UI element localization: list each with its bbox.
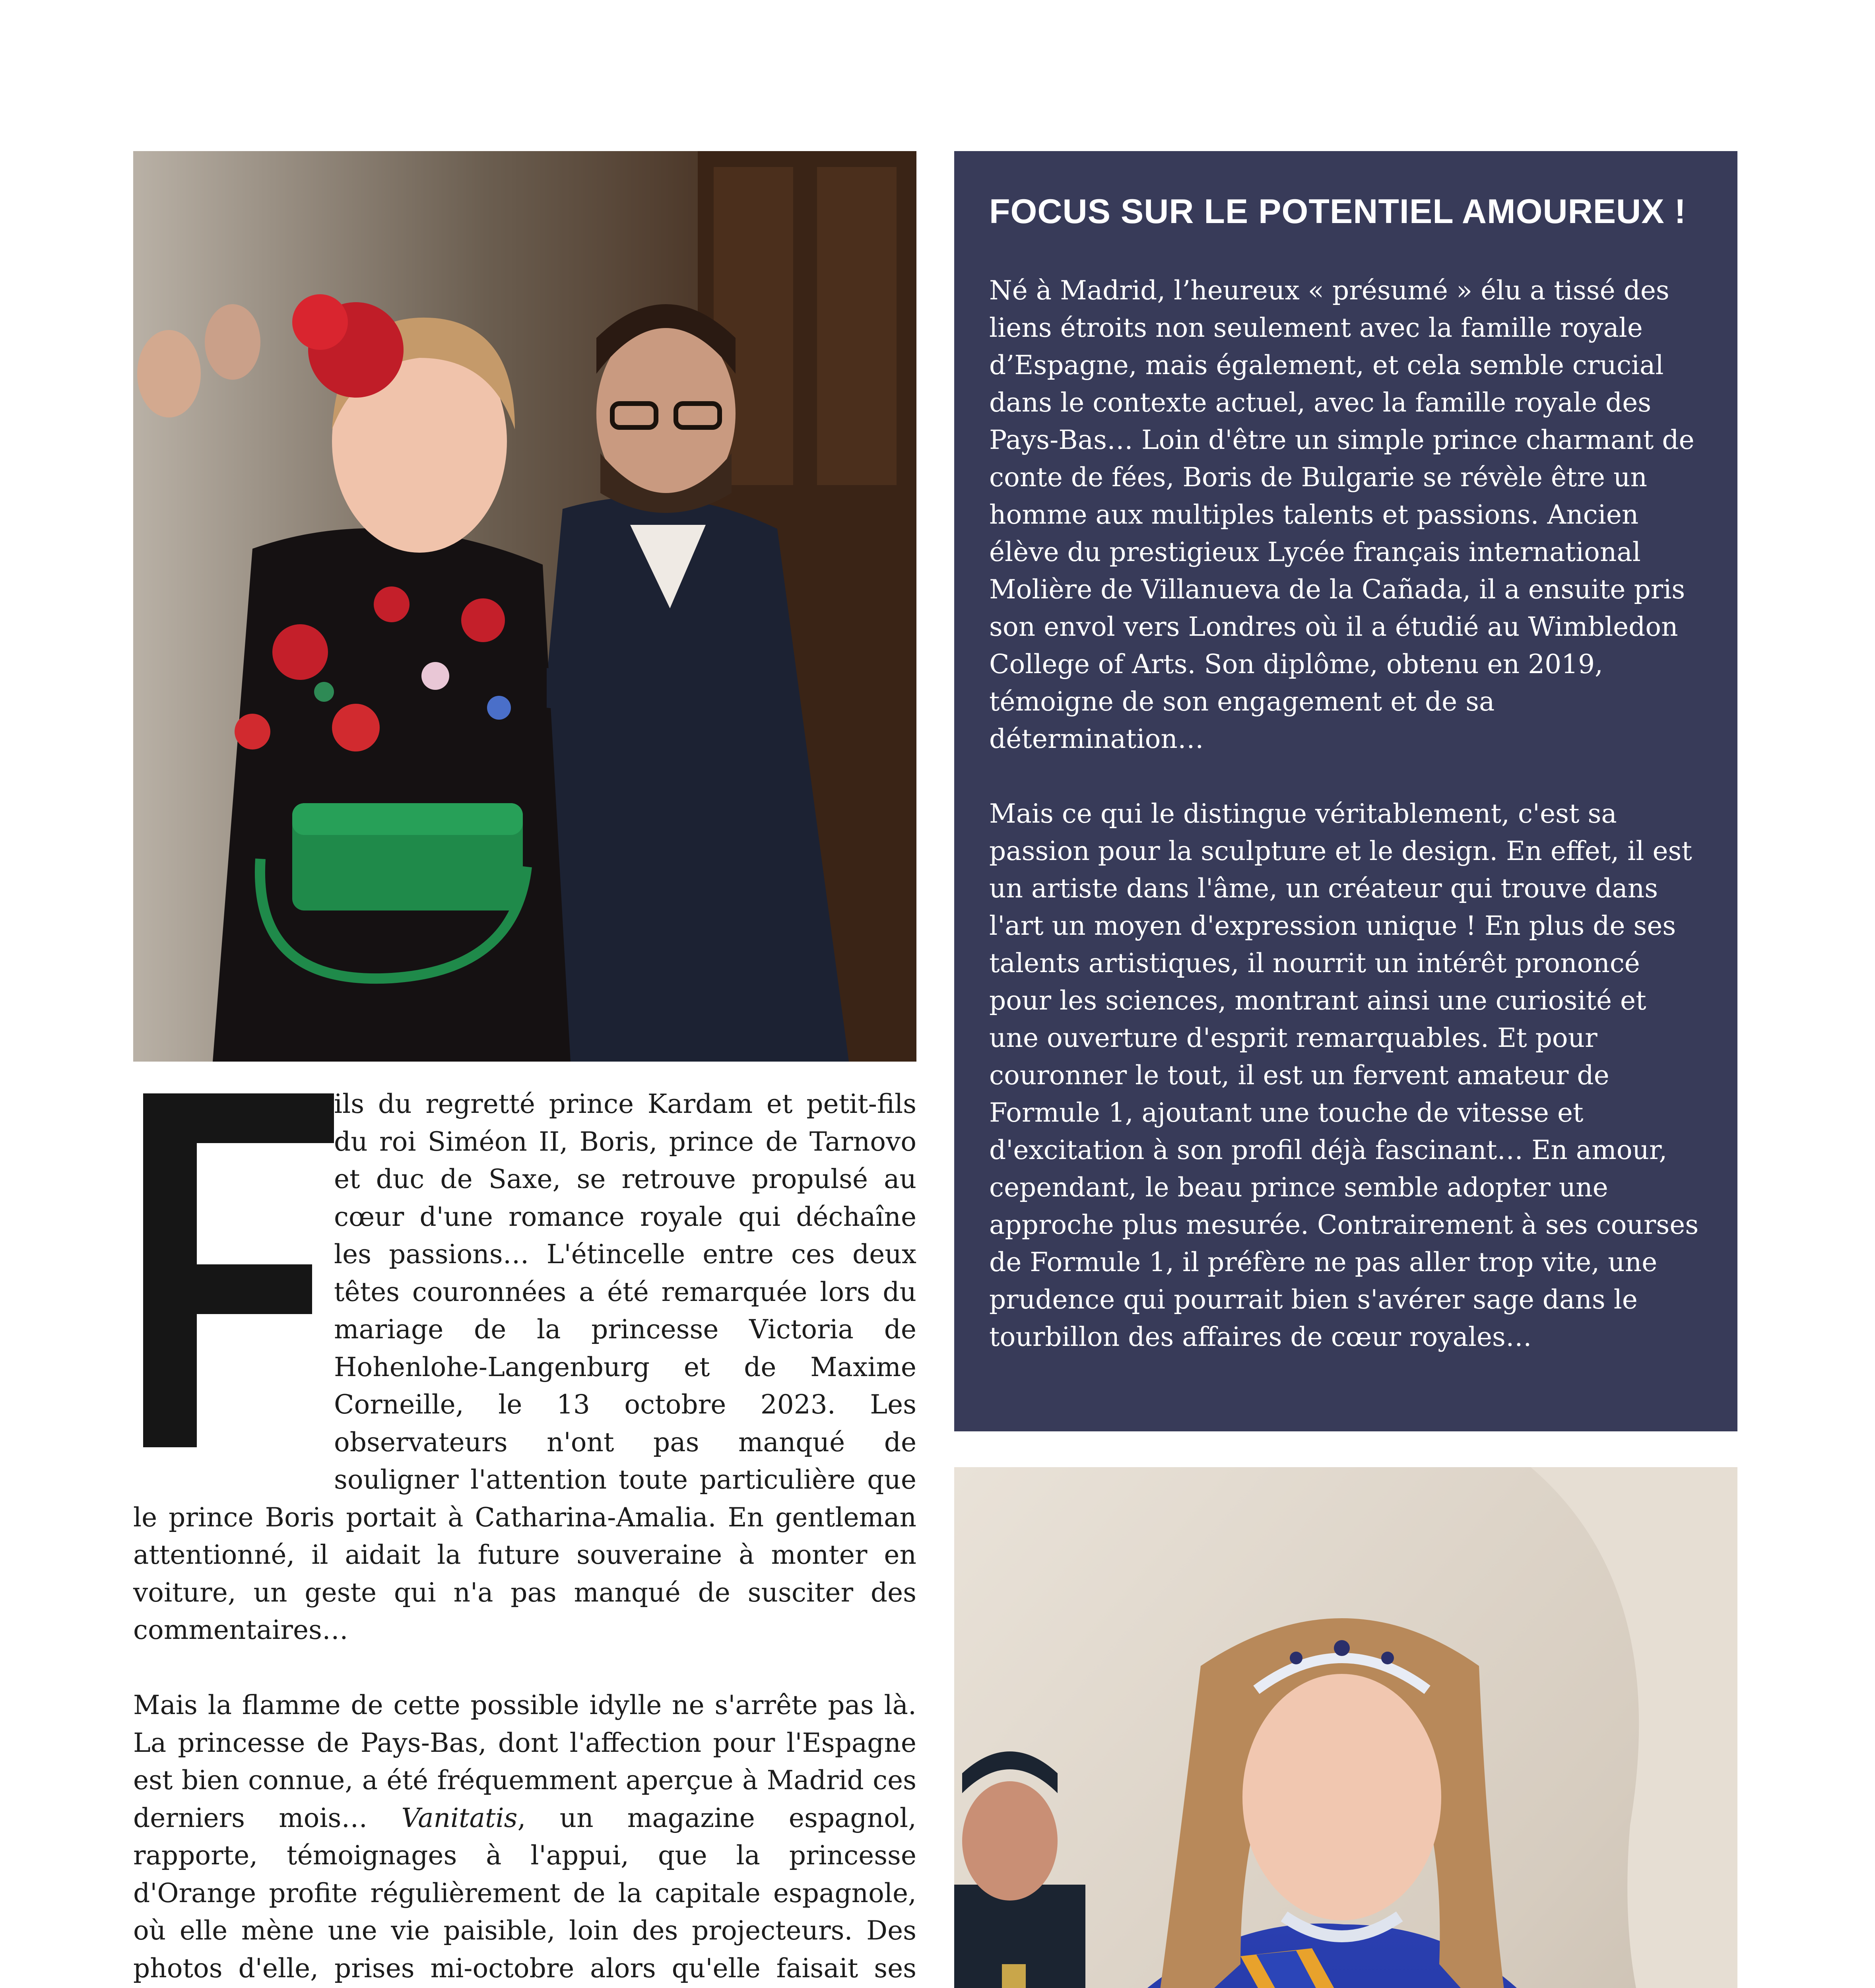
sidebar-paragraph: Mais ce qui le distingue véritablement, c'est sa passion pour la sculpture et le design. En effet, il est un artiste dans l'âme, un créateur qui trouve dans l'art un moyen d'expression unique ! En plus de ses talents artistiques, il nourrit un intérêt prononcé pour les sciences, montrant ainsi une curiosité et une ouverture d'esprit remarquables. Et pour couronner le tout, il est un fervent amateur de Formule 1, ajoutant une touche de vitesse et d'excitation à son profil déjà fascinant… En amour, cependant, le beau prince semble adopter une approche plus mesurée. Contrairement à ses courses de Formule 1, il préfère ne pas aller trop vite, une prudence qui pourrait bien s'avérer sage dans le tourbillon des affaires de cœur royales…: [989, 798, 1699, 1352]
photo-princess-tiara: [954, 1467, 1737, 1988]
article-paragraph-2: Mais la flamme de cette possible idylle ne s'arrête pas là. La princesse de Pays-Bas, dont l'affection pour l'Espagne est bien connue, a été fréquemment aperçue à Madrid ces derniers mois… Vanitatis, un magazine espagnol, rapporte, témoignages à l'appui, que la princesse d'Orange profite régulièrement de la capitale espagnole, où elle mène une vie paisible, loin des projecteurs. Des photos d'elle, prises mi-octobre alors qu'elle faisait ses: [133, 1690, 917, 1984]
sidebar-paragraph: Né à Madrid, l’heureux « présumé » élu a tissé des liens étroits non seulement avec la famille royale d’Espagne, mais également, et cela semble crucial dans le contexte actuel, avec la famille royale des Pays-Bas… Loin d'être un simple prince charmant de conte de fées, Boris de Bulgarie se révèle être un homme aux multiples talents et passions. Ancien élève du prestigieux Lycée français international Molière de Villanueva de la Cañada, il a ensuite pris son envol vers Londres où il a étudié au Wimbledon College of Arts. Son diplôme, obtenu en 2019, témoigne de son engagement et de sa détermination…: [989, 275, 1694, 754]
drop-cap-glyph: [133, 1085, 334, 1463]
article-paragraph-1: ils du regretté prince Kardam et petit-fils du roi Siméon II, Boris, prince de Tarnovo et duc de Saxe, se retrouve propulsé au cœur d'une romance royale qui déchaîne les passions… L'étincelle entre ces deux têtes couronnées a été remarquée lors du mariage de la princesse Victoria de Hohenlohe-Langenburg et de Maxime Corneille, le 13 octobre 2023. Les observateurs n'ont pas manqué de souligner l'attention toute particulière que le prince Boris portait à Catharina-Amalia. En gentleman attentionné, il aidait la future souveraine à monter en voiture, un geste qui n'a pas manqué de susciter des commentaires…: [133, 1089, 916, 1645]
photo-couple: [133, 151, 916, 1062]
sidebar-title: FOCUS SUR LE POTENTIEL AMOUREUX !: [989, 192, 1687, 231]
article-body: [133, 1085, 916, 1988]
drop-cap: [133, 1085, 334, 1463]
sidebar-box: [954, 151, 1737, 1431]
